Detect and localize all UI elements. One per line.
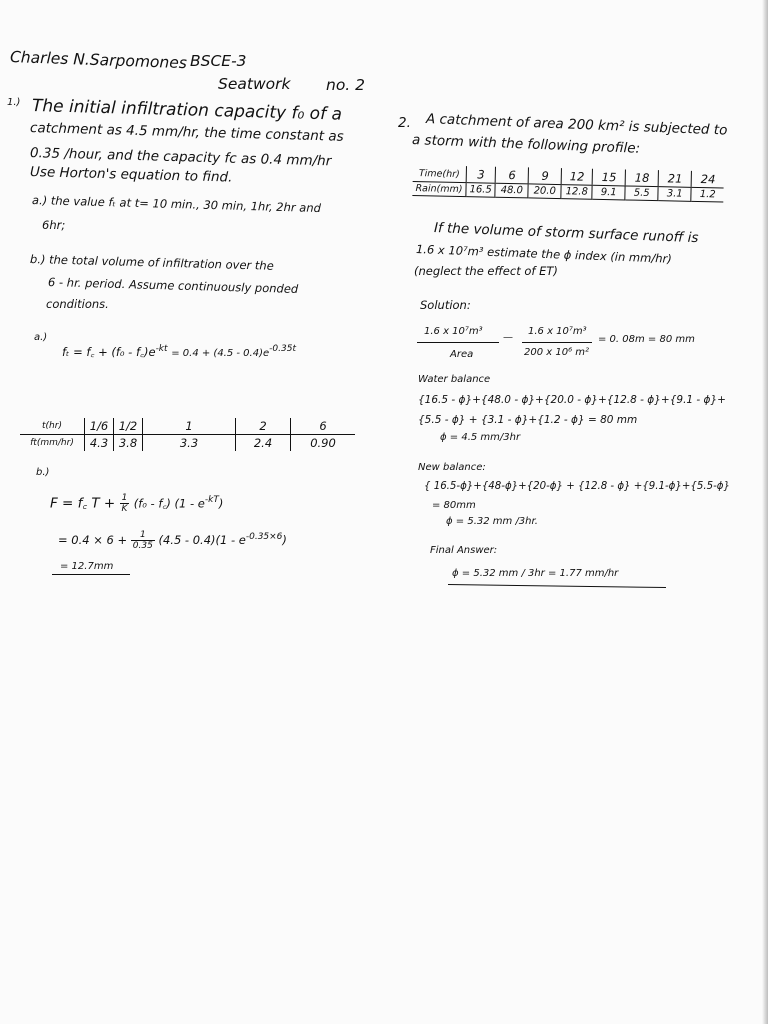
runoff-volume-numerator: 1.6 x 10⁷m³ xyxy=(424,326,483,337)
equals-dash: — xyxy=(503,332,513,343)
page-edge-shadow xyxy=(762,0,768,1024)
new-balance-line-1: { 16.5-ϕ}+{48-ϕ}+{20-ϕ} + {12.8 - ϕ} +{9.1-ϕ}+{5.5-ϕ} xyxy=(424,481,730,492)
table-cell: 9.1 xyxy=(592,185,625,200)
water-balance-label: Water balance xyxy=(418,374,491,385)
volume-equation xyxy=(50,493,223,514)
runoff-volume-numerator-2: 1.6 x 10⁷m³ xyxy=(528,326,587,337)
horton-equation xyxy=(62,345,296,359)
problem1-part-b-line-1: b.) the total volume of infiltration over the xyxy=(29,252,274,273)
new-balance-label: New balance: xyxy=(418,462,486,473)
volume-substitution xyxy=(58,530,287,551)
student-name: Charles N.Sarpomones xyxy=(9,48,188,73)
water-balance-line-2: {5.5 - ϕ} + {3.1 - ϕ}+{1.2 - ϕ} = 80 mm xyxy=(418,414,638,426)
infiltration-table xyxy=(20,418,355,451)
infiltration-table-header xyxy=(20,418,355,435)
table-cell: 3 xyxy=(466,166,496,183)
fraction-denominator: K xyxy=(121,504,128,514)
table-cell: Time(hr) xyxy=(413,165,467,183)
fraction-bar-2 xyxy=(522,342,592,343)
seatwork-title: Seatwork xyxy=(218,75,291,93)
table-cell: 4.3 xyxy=(85,435,114,452)
volume-answer: = 12.7mm xyxy=(60,561,114,572)
table-cell: 1/2 xyxy=(114,418,143,435)
table-cell: 0.90 xyxy=(291,435,356,452)
new-balance-line-2: = 80mm xyxy=(432,500,476,511)
table-cell: 2.4 xyxy=(236,435,291,452)
table-cell: 24 xyxy=(691,171,724,188)
volume-eq-close: ) xyxy=(218,496,224,511)
table-cell: 3.1 xyxy=(658,187,691,202)
problem1-line-3: 0.35 /hour, and the capacity fc as 0.4 mm/hr xyxy=(29,145,332,170)
area-denominator: Area xyxy=(450,349,474,360)
problem2-text-line-3: (neglect the effect of ET) xyxy=(414,264,558,278)
problem1-line-2: catchment as 4.5 mm/hr, the time constant as xyxy=(29,120,344,145)
problem2-text-line-1: If the volume of storm surface runoff is xyxy=(433,220,699,247)
volume-sub-left: = 0.4 × 6 + xyxy=(58,533,128,547)
volume-eq-exponent: -kT xyxy=(204,495,219,505)
solution-a-label: a.) xyxy=(34,332,48,343)
table-cell: 2 xyxy=(236,418,291,435)
runoff-depth-result: = 0. 08m = 80 mm xyxy=(598,334,695,345)
infiltration-table-row xyxy=(20,435,355,452)
table-cell: t(hr) xyxy=(20,418,85,435)
table-cell: 21 xyxy=(658,170,691,187)
final-answer-label: Final Answer: xyxy=(430,545,498,556)
water-balance-result: ϕ = 4.5 mm/3hr xyxy=(440,432,521,443)
volume-eq-left: F = f꜀ T + xyxy=(50,495,116,512)
problem1-number: 1.) xyxy=(7,97,21,108)
problem1-part-a-line-2: 6hr; xyxy=(42,218,66,232)
problem2-line-2: a storm with the following profile: xyxy=(411,132,641,157)
volume-sub-right: (4.5 - 0.4)(1 - e xyxy=(158,533,246,547)
table-cell: 6 xyxy=(495,167,528,184)
horton-exponent-substituted: -0.35t xyxy=(269,344,296,354)
volume-sub-exponent: -0.35×6 xyxy=(245,532,283,543)
table-cell: 3.8 xyxy=(114,435,143,452)
fraction-numerator: 1 xyxy=(120,493,130,504)
table-cell: ft(mm/hr) xyxy=(30,438,74,448)
fraction-bar-1 xyxy=(417,342,499,343)
solution-b-label: b.) xyxy=(36,467,50,478)
area-value-denominator: 200 x 10⁶ m² xyxy=(524,347,590,358)
table-cell: 12.8 xyxy=(561,185,592,200)
table-cell: 12 xyxy=(561,168,592,185)
table-cell: 18 xyxy=(625,169,658,186)
problem1-part-b-line-2: 6 - hr. period. Assume continuously ponded xyxy=(47,275,299,296)
problem1-part-b-line-3: conditions. xyxy=(46,297,109,311)
seatwork-number: no. 2 xyxy=(326,76,366,94)
problem1-line-4: Use Horton's equation to find. xyxy=(29,164,233,186)
new-balance-result: ϕ = 5.32 mm /3hr. xyxy=(446,516,538,527)
table-cell: 5.5 xyxy=(625,186,658,201)
table-cell: 6 xyxy=(291,418,356,435)
rainfall-table xyxy=(412,165,724,203)
course-code: BSCE-3 xyxy=(190,52,247,70)
table-cell: Rain(mm) xyxy=(412,181,466,196)
problem2-number: 2. xyxy=(398,115,411,131)
problem1-part-a-line-1: a.) the value fₜ at t= 10 min., 30 min, 1hr, 2hr and xyxy=(31,193,322,216)
table-cell: 3.3 xyxy=(143,435,236,452)
table-cell: 1/6 xyxy=(85,418,114,435)
horton-exponent: -kt xyxy=(155,344,168,354)
fraction-one-over-k-value xyxy=(131,530,155,551)
volume-eq-right: (f₀ - f꜀) (1 - e xyxy=(133,496,205,511)
solution-label: Solution: xyxy=(420,298,471,312)
volume-sub-close: ) xyxy=(282,533,287,547)
answer-underline xyxy=(52,574,130,575)
horton-equation-left: fₜ = f꜀ + (f₀ - f꜀)e xyxy=(62,344,156,359)
water-balance-line-1: {16.5 - ϕ}+{48.0 - ϕ}+{20.0 - ϕ}+{12.8 - ϕ}+{9.1 - ϕ}+ xyxy=(418,394,726,406)
horton-equation-substituted: = 0.4 + (4.5 - 0.4)e xyxy=(171,347,270,359)
table-cell: 15 xyxy=(592,169,625,186)
table-cell: 48.0 xyxy=(495,183,528,198)
fraction-numerator: 1 xyxy=(131,530,155,541)
fraction-denominator: 0.35 xyxy=(132,541,153,551)
table-cell: 16.5 xyxy=(466,183,496,198)
problem2-text-line-2: 1.6 x 10⁷m³ estimate the ϕ index (in mm/hr) xyxy=(415,242,672,266)
table-cell: 20.0 xyxy=(528,184,561,199)
table-cell: 1.2 xyxy=(691,187,724,202)
table-cell: 9 xyxy=(528,167,561,184)
final-answer: ϕ = 5.32 mm / 3hr = 1.77 mm/hr xyxy=(452,568,619,579)
problem1-line-1: The initial infiltration capacity f₀ of a xyxy=(31,96,343,125)
table-cell: 1 xyxy=(143,418,236,435)
fraction-one-over-k xyxy=(120,493,130,514)
problem2-line-1: A catchment of area 200 km² is subjected to xyxy=(425,111,728,139)
final-answer-underline xyxy=(448,584,666,588)
